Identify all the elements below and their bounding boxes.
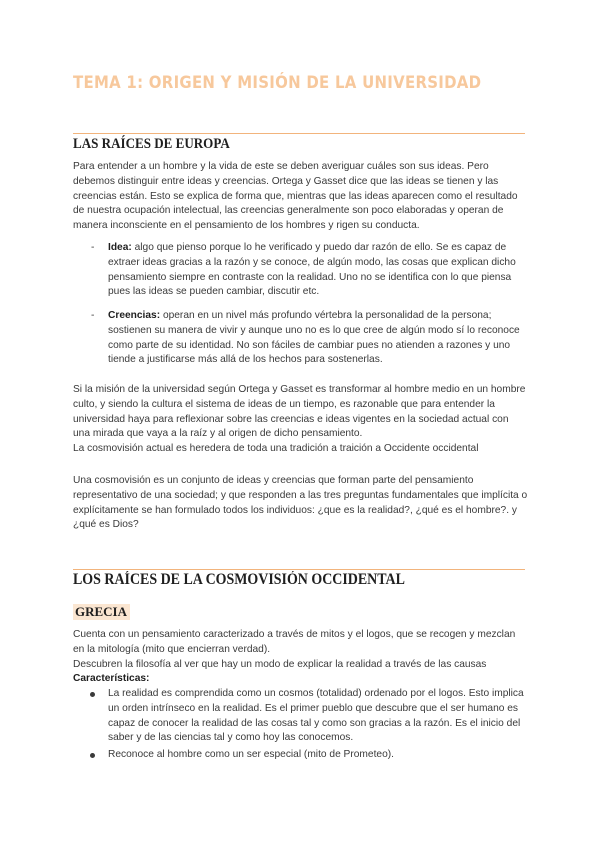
bullet-dot bbox=[90, 692, 95, 697]
bullet-text: Reconoce al hombre como un ser especial (mito de Prometeo). bbox=[108, 749, 394, 760]
subheading-grecia: GRECIA bbox=[73, 604, 130, 620]
bullet-item-prometeo bbox=[108, 748, 526, 763]
bullet-item-cosmos bbox=[108, 687, 526, 746]
intro-text: Para entender a un hombre y la vida de este se deben averiguar cuáles son sus ideas. Pero debemos distinguir entre ideas y creencias. Ortega y Gasset dice que las ideas se tienen y las creencias están. Esto se explica de forma que, mientras que las ideas aparecen como el resultado de nuestra ocupación intelectual, las creencias generalmente son poco elaboradas y operan de manera inconsciente en el pensamiento de los hombres y rigen su conducta. bbox=[73, 161, 518, 232]
cosmovision-paragraph bbox=[73, 474, 528, 533]
term-creencias: Creencias: bbox=[108, 310, 161, 321]
list-item-creencias bbox=[91, 309, 526, 368]
grecia-text-2: Descubren la filosofía al ver que hay un modo de explicar la realidad a través de las causas bbox=[73, 658, 487, 670]
grecia-text-1: Cuenta con un pensamiento caracterizado a través de mitos y el logos, que se recogen y mezclan en la mitología (mito que encierran verdad). bbox=[73, 629, 516, 655]
intro-paragraph bbox=[73, 160, 528, 234]
cosmovision-text: Una cosmovisión es un conjunto de ideas y creencias que forman parte del pensamiento representativo de una sociedad; y que responden a las tres preguntas fundamentales que implícita o explícitamente se han formulado todos los individuos: ¿que es la realidad?, ¿qué es el hombre?. y ¿qué es Dios? bbox=[73, 475, 528, 531]
heritage-text: La cosmovisión actual es heredera de toda una tradición a traición a Occidente occidental bbox=[73, 443, 479, 455]
term-idea: Idea: bbox=[108, 242, 132, 253]
grecia-paragraph bbox=[73, 628, 528, 687]
definition-creencias: operan en un nivel más profundo vértebra la personalidad de la persona; sostienen su manera de vivir y aunque uno no es lo que cree de algún modo sí lo reconoce como parte de su identidad. No son fáciles de cambiar pues no atienden a razones y uno tiende a justificarse más allá de los hechos para sostenerlas. bbox=[108, 310, 520, 366]
section-heading-cosmovision-occidental: LOS RAÍCES DE LA COSMOVISIÓN OCCIDENTAL bbox=[73, 571, 405, 588]
section-divider bbox=[73, 569, 525, 570]
dash-marker: - bbox=[91, 242, 95, 253]
document-title: TEMA 1: ORIGEN Y MISIÓN DE LA UNIVERSIDAD bbox=[73, 73, 482, 93]
mission-paragraph bbox=[73, 383, 528, 457]
dash-marker: - bbox=[91, 310, 95, 321]
section-heading-raices-europa: LAS RAÍCES DE EUROPA bbox=[73, 136, 230, 152]
bullet-text: La realidad es comprendida como un cosmos (totalidad) ordenado por el logos. Esto implica un orden intrínseco en la realidad. Es el primer pueblo que descubre que el ser humano es capaz de conocer la realidad de las cosas tal y como son gracias a la razón. Es el inicio del saber y de las ciencias tal y como hoy las conocemos. bbox=[108, 688, 524, 744]
characteristics-label-text: Características: bbox=[73, 673, 150, 685]
characteristics-label bbox=[73, 672, 528, 687]
definition-idea: algo que pienso porque lo he verificado y puedo dar razón de ello. Se es capaz de extraer ideas gracias a la razón y se conoce, de algún modo, las cosas que explican dicho pensamiento siempre en contraste con la realidad. Uno no se identifica con lo que piensa pues las ideas se pueden cambiar, discutir etc. bbox=[108, 242, 516, 298]
bullet-dot bbox=[90, 753, 95, 758]
mission-text: Si la misión de la universidad según Ortega y Gasset es transformar al hombre medio en un hombre culto, y siendo la cultura el sistema de ideas de un tiempo, es razonable que para entender la universidad haya para reflexionar sobre las creencias e ideas vigentes en la sociedad actual con una mirada que vaya a la raíz y al origen de dicho pensamiento. bbox=[73, 384, 526, 440]
list-item-idea bbox=[91, 241, 526, 300]
section-divider bbox=[73, 133, 525, 134]
